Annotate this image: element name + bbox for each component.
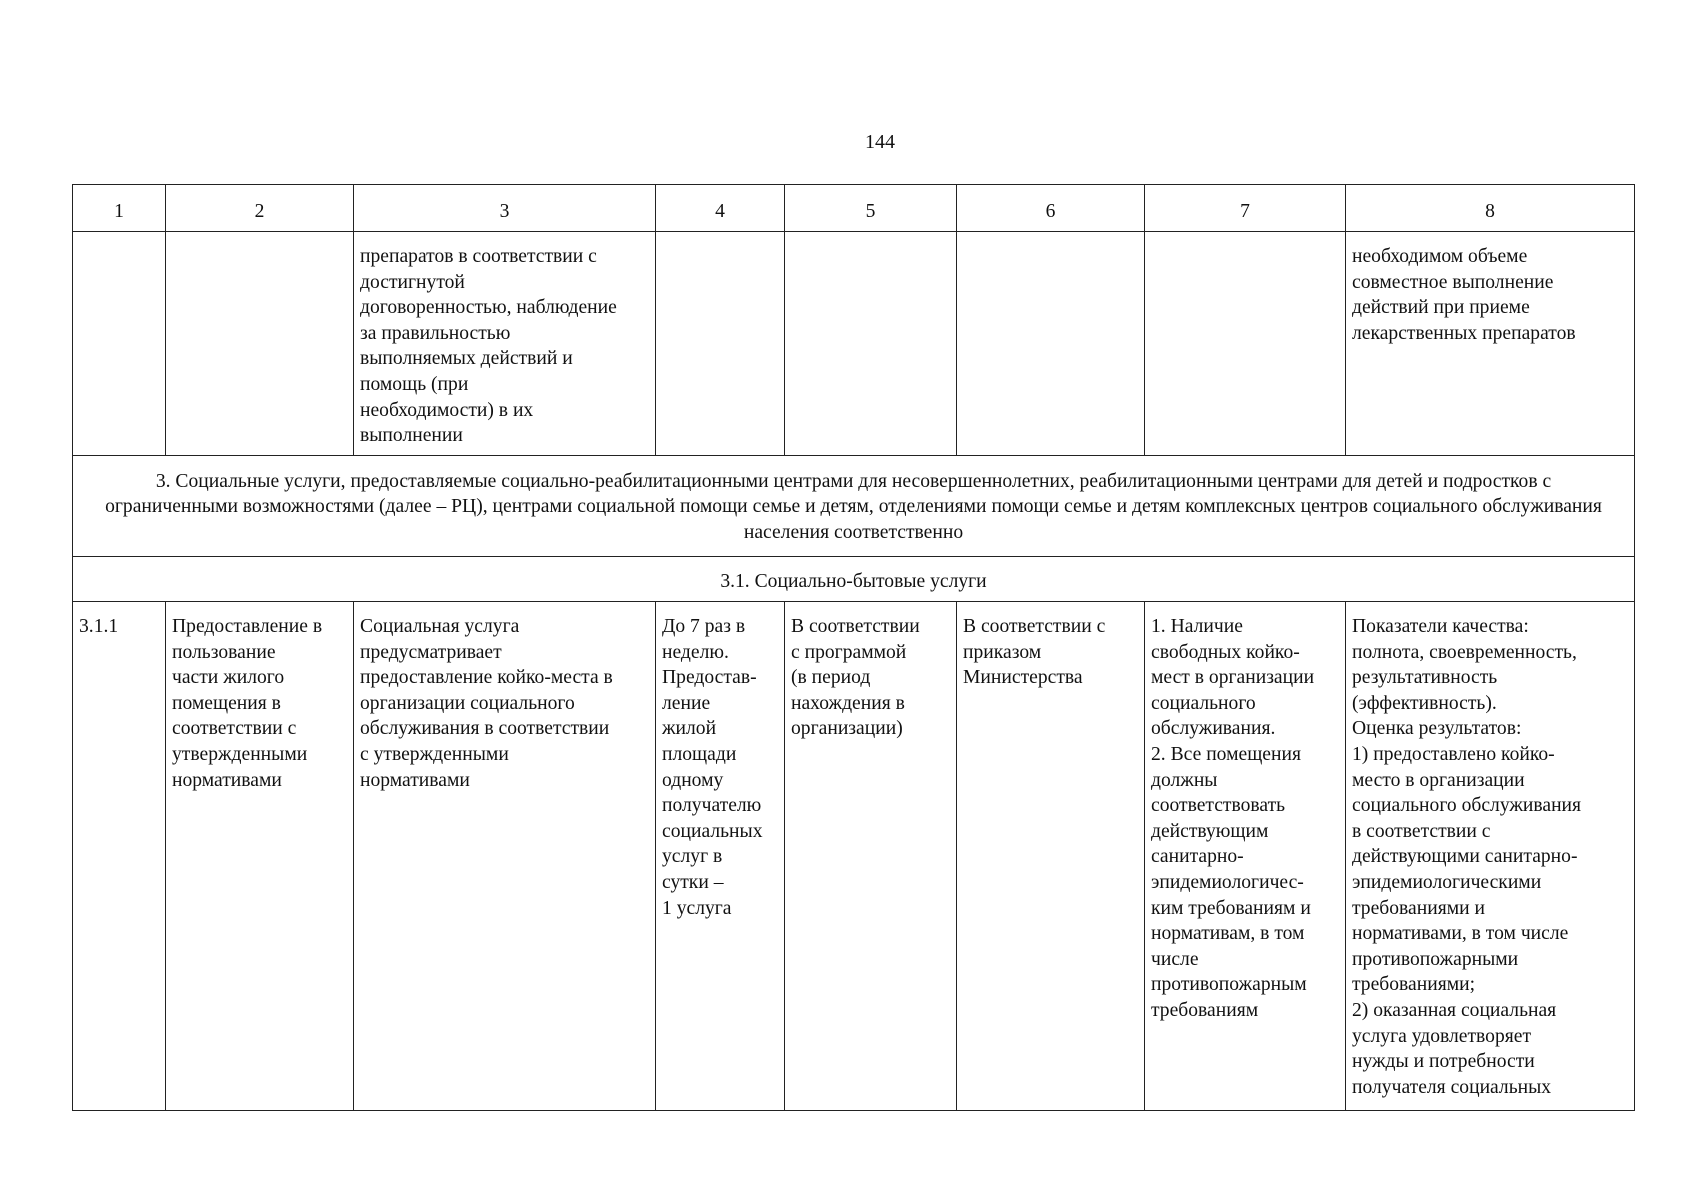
cont-cell-3: препаратов в соответствии с достигнутой договоренностью, наблюдение за правильностью выполняемых действий и помощь (при необходимости) в их выполнении bbox=[354, 232, 656, 456]
cont-cell-6 bbox=[957, 232, 1145, 456]
cont-cell-7 bbox=[1145, 232, 1346, 456]
cont-cell-4 bbox=[656, 232, 785, 456]
header-cell-3: 3 bbox=[354, 185, 656, 232]
continuation-row bbox=[73, 232, 1635, 456]
section-title: 3. Социальные услуги, предоставляемые социально-реабилитационными центрами для несовершеннолетних, реабилитационными центрами для детей и подростков с ограниченными возможностями (далее – РЦ), центрами социальной помощи семье и детям, отделениями помощи семье и детям комплексных центров социального обслуживания населения соответственно bbox=[73, 456, 1635, 557]
service-row bbox=[73, 602, 1635, 1111]
cont-cell-5 bbox=[785, 232, 957, 456]
header-cell-1: 1 bbox=[73, 185, 166, 232]
service-description: Социальная услуга предусматривает предоставление койко-места в организации социального обслуживания в соответствии с утвержденными нормативами bbox=[354, 602, 656, 1111]
header-cell-2: 2 bbox=[166, 185, 354, 232]
header-cell-8: 8 bbox=[1346, 185, 1635, 232]
subsection-row bbox=[73, 557, 1635, 602]
service-frequency: До 7 раз в неделю. Предостав- ление жилой площади одному получателю социальных услуг в сутки – 1 услуга bbox=[656, 602, 785, 1111]
header-cell-4: 4 bbox=[656, 185, 785, 232]
service-conditions: 1. Наличие свободных койко- мест в организации социального обслуживания. 2. Все помещения должны соответствовать действующим санитарно- эпидемиологичес- ким требованиям и нормативам, в том числе противопожарным требованиям bbox=[1145, 602, 1346, 1111]
cont-cell-8: необходимом объеме совместное выполнение действий при приеме лекарственных препаратов bbox=[1346, 232, 1635, 456]
service-term: В соответствии с программой (в период нахождения в организации) bbox=[785, 602, 957, 1111]
page-number: 144 bbox=[865, 131, 895, 153]
subsection-title: 3.1. Социально-бытовые услуги bbox=[73, 557, 1635, 602]
header-cell-6: 6 bbox=[957, 185, 1145, 232]
section-row bbox=[73, 456, 1635, 557]
service-tariff: В соответствии с приказом Министерства bbox=[957, 602, 1145, 1111]
header-row bbox=[73, 185, 1635, 232]
cont-cell-2 bbox=[166, 232, 354, 456]
service-number: 3.1.1 bbox=[73, 602, 166, 1111]
service-name: Предоставление в пользование части жилого помещения в соответствии с утвержденными нормативами bbox=[166, 602, 354, 1111]
header-cell-7: 7 bbox=[1145, 185, 1346, 232]
service-quality-indicators: Показатели качества: полнота, своевременность, результативность (эффективность). Оценка результатов: 1) предоставлено койко- место в организации социального обслуживания в соответствии с действующими санитарно- эпидемиологическими требованиями и нормативами, в том числе противопожарными требованиями; 2) оказанная социальная услуга удовлетворяет нужды и потребности получателя социальных bbox=[1346, 602, 1635, 1111]
header-cell-5: 5 bbox=[785, 185, 957, 232]
services-table bbox=[72, 184, 1635, 1111]
cont-cell-1 bbox=[73, 232, 166, 456]
